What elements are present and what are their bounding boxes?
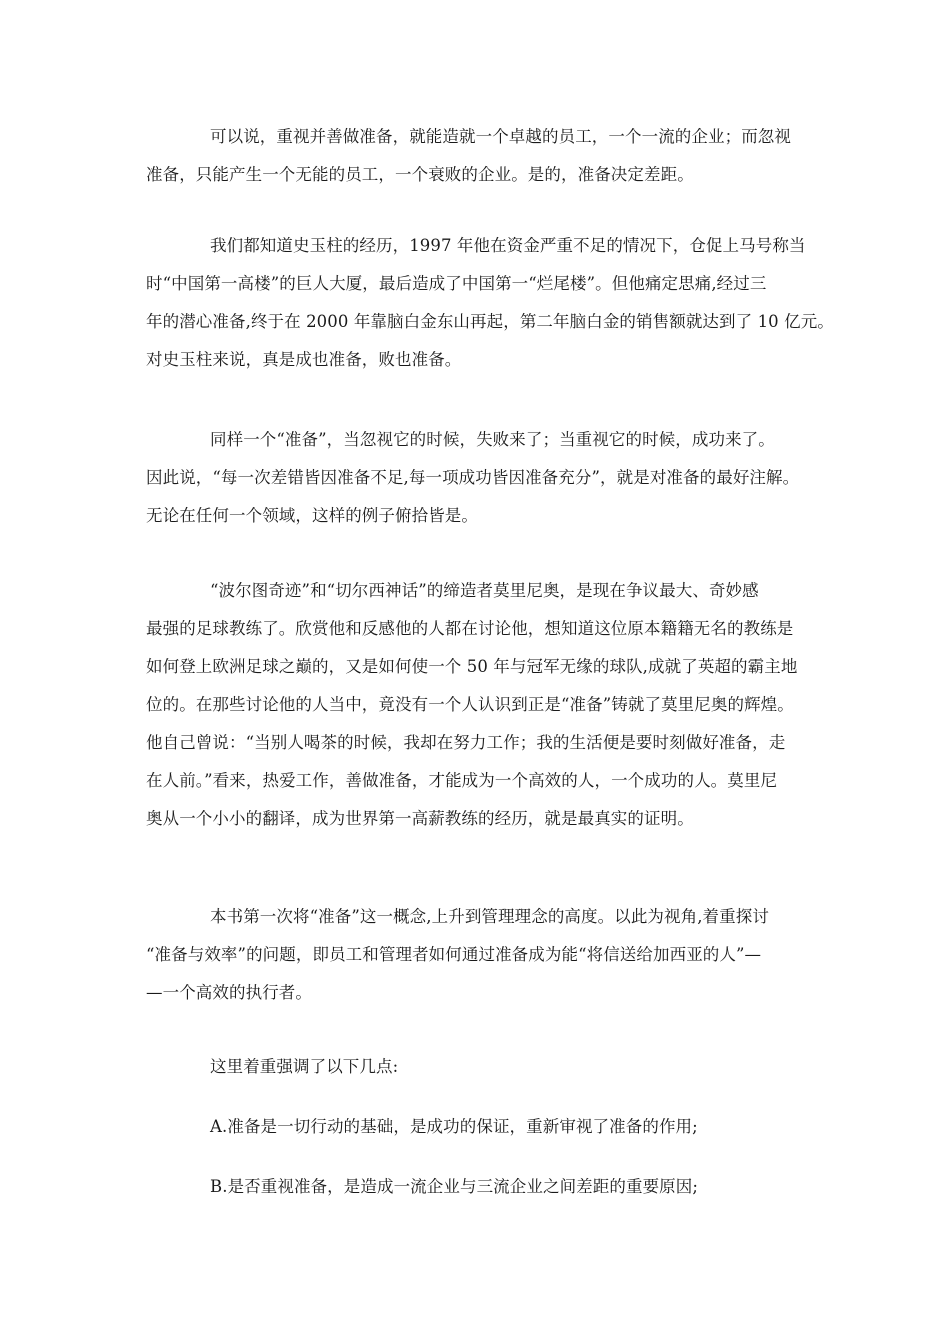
text-line: 我们都知道史玉柱的经历，1997 年他在资金严重不足的情况下，仓促上马号称当 bbox=[210, 236, 806, 255]
text-line: 如何登上欧洲足球之巅的，又是如何使一个 50 年与冠军无缘的球队,成就了英超的霸主地 bbox=[146, 657, 798, 676]
paragraph-mourinho bbox=[146, 572, 826, 838]
text-line: 时“中国第一高楼”的巨人大厦，最后造成了中国第一“烂尾楼”。但他痛定思痛,经过三 bbox=[146, 274, 767, 293]
text-line: “准备与效率”的问题，即员工和管理者如何通过准备成为能“将信送给加西亚的人”— bbox=[146, 945, 762, 964]
text-line: A.准备是一切行动的基础，是成功的保证，重新审视了准备的作用; bbox=[210, 1117, 698, 1136]
text-line: 位的。在那些讨论他的人当中，竟没有一个人认识到正是“准备”铸就了莫里尼奥的辉煌。 bbox=[146, 695, 794, 714]
text-line: 这里着重强调了以下几点: bbox=[210, 1057, 399, 1076]
text-line: —一个高效的执行者。 bbox=[146, 983, 312, 1002]
text-line: 对史玉柱来说，真是成也准备，败也准备。 bbox=[146, 350, 462, 369]
text-line: B.是否重视准备，是造成一流企业与三流企业之间差距的重要原因; bbox=[210, 1177, 699, 1196]
text-line: 奥从一个小小的翻译，成为世界第一高薪教练的经历，就是最真实的证明。 bbox=[146, 809, 694, 828]
text-line: 无论在任何一个领域，这样的例子俯拾皆是。 bbox=[146, 506, 478, 525]
paragraph-key-points-intro bbox=[146, 1048, 826, 1086]
paragraph-same-preparation bbox=[146, 421, 826, 535]
paragraph-preparation-importance bbox=[146, 118, 826, 194]
text-line: 他自己曾说：“当别人喝茶的时候，我却在努力工作；我的生活便是要时刻做好准备，走 bbox=[146, 733, 786, 752]
text-line: 可以说，重视并善做准备，就能造就一个卓越的员工，一个一流的企业；而忽视 bbox=[210, 127, 791, 146]
paragraph-shi-yuzhu bbox=[146, 227, 834, 379]
text-line: “波尔图奇迹”和“切尔西神话”的缔造者莫里尼奥，是现在争议最大、奇妙感 bbox=[210, 581, 759, 600]
paragraph-book-intro bbox=[146, 898, 826, 1012]
text-line: 因此说，“每一次差错皆因准备不足,每一项成功皆因准备充分”，就是对准备的最好注解。 bbox=[146, 468, 800, 487]
text-line: 准备，只能产生一个无能的员工，一个衰败的企业。是的，准备决定差距。 bbox=[146, 165, 694, 184]
text-line: 年的潜心准备,终于在 2000 年靠脑白金东山再起，第二年脑白金的销售额就达到了 10 亿元。 bbox=[146, 312, 834, 331]
text-line: 在人前。”看来，热爱工作，善做准备，才能成为一个高效的人，一个成功的人。莫里尼 bbox=[146, 771, 778, 790]
list-item-a bbox=[146, 1108, 826, 1146]
text-line: 最强的足球教练了。欣赏他和反感他的人都在讨论他，想知道这位原本籍籍无名的教练是 bbox=[146, 619, 794, 638]
list-item-b bbox=[146, 1168, 826, 1206]
text-line: 本书第一次将“准备”这一概念,上升到管理理念的高度。以此为视角,着重探讨 bbox=[210, 907, 769, 926]
text-line: 同样一个“准备”，当忽视它的时候，失败来了；当重视它的时候，成功来了。 bbox=[210, 430, 775, 449]
